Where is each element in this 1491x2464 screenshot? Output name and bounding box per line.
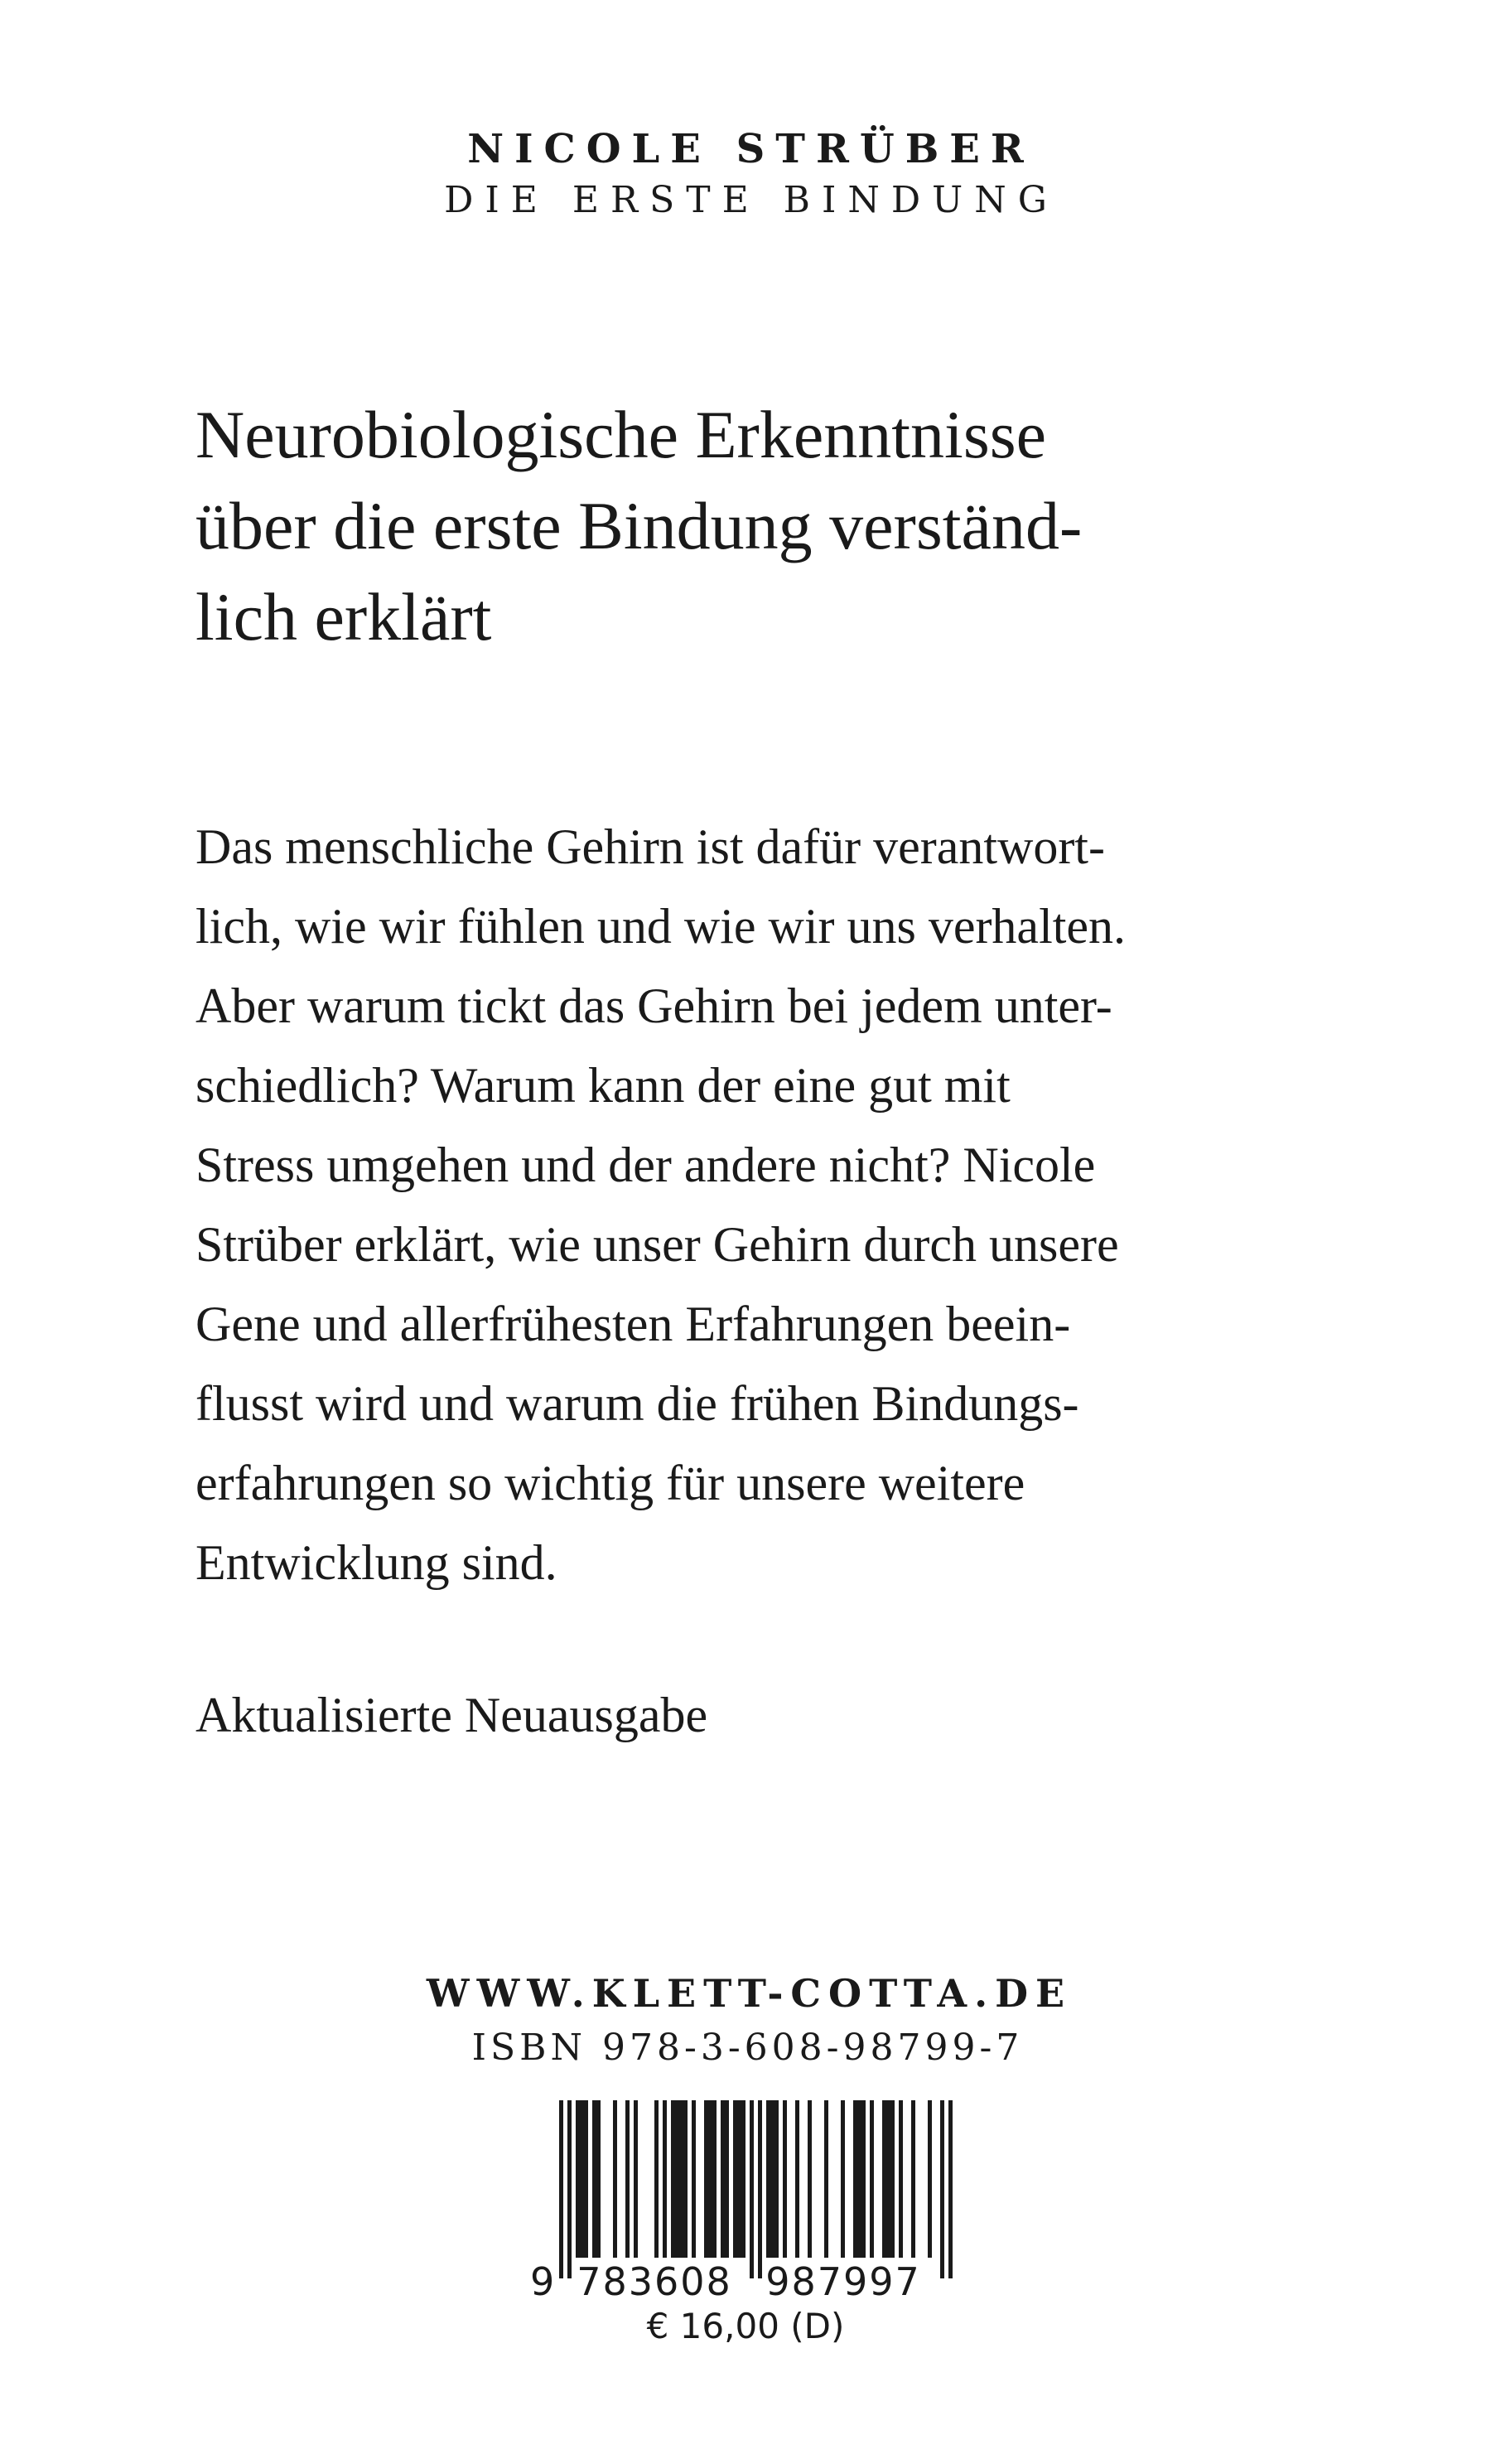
barcode-bar xyxy=(928,2100,932,2258)
edition-note: Aktualisierte Neuausgabe xyxy=(195,1688,708,1742)
barcode-bar xyxy=(808,2100,812,2258)
price-tag: € 16,00 (D) xyxy=(646,2306,845,2346)
blurb-line: flusst wird und warum die frühen Bindungs- xyxy=(195,1376,1079,1431)
barcode-bar xyxy=(663,2100,667,2258)
author-name: NICOLE STRÜBER xyxy=(467,126,1035,172)
barcode-bar xyxy=(853,2100,866,2258)
barcode-bar xyxy=(671,2100,688,2258)
barcode-bar xyxy=(766,2100,779,2258)
book-title: DIE ERSTE BINDUNG xyxy=(444,179,1059,221)
barcode-bar xyxy=(721,2100,729,2258)
barcode-bar xyxy=(654,2100,659,2258)
blurb-line: Stress umgehen und der andere nicht? Nicole xyxy=(195,1138,1096,1192)
barcode-bar xyxy=(634,2100,638,2258)
blurb-line: Das menschliche Gehirn ist dafür verantwort- xyxy=(195,819,1105,874)
barcode-graphic xyxy=(522,2096,986,2303)
isbn-number: ISBN 978-3-608-98799-7 xyxy=(471,2027,1024,2069)
barcode-bar xyxy=(576,2100,588,2258)
barcode-bar xyxy=(625,2100,630,2258)
blurb-line: Entwicklung sind. xyxy=(195,1535,557,1590)
barcode-bar xyxy=(613,2100,617,2258)
blurb-line: Gene und allerfrühesten Erfahrungen beein- xyxy=(195,1297,1071,1351)
blurb-line: Aber warum tickt das Gehirn bei jedem unter- xyxy=(195,978,1112,1033)
publisher-footer xyxy=(0,1969,1491,2073)
cover-header xyxy=(0,124,1491,225)
barcode-bar xyxy=(795,2100,799,2258)
barcode-left-digits: 783608 xyxy=(577,2259,732,2303)
blurb-text xyxy=(195,807,1397,1602)
barcode-guard-bar xyxy=(948,2100,953,2278)
headline-line: lich erklärt xyxy=(195,579,492,655)
barcode-bar xyxy=(870,2100,874,2258)
barcode-lead-digit: 9 xyxy=(530,2259,555,2303)
barcode-bar xyxy=(783,2100,787,2258)
barcode-guard-bar xyxy=(559,2100,563,2278)
barcode-bars xyxy=(559,2100,953,2278)
barcode-bar xyxy=(824,2100,828,2258)
barcode-bar xyxy=(704,2100,717,2258)
barcode-bar xyxy=(841,2100,845,2258)
blurb-line: Strüber erklärt, wie unser Gehirn durch unsere xyxy=(195,1217,1119,1272)
barcode-bar xyxy=(592,2100,601,2258)
barcode-bar xyxy=(692,2100,696,2258)
barcode-bar xyxy=(899,2100,903,2258)
barcode xyxy=(522,2096,986,2303)
publisher-website: WWW.KLETT-COTTA.DE xyxy=(426,1971,1073,2016)
headline-line: über die erste Bindung verständ- xyxy=(195,488,1083,563)
barcode-bar xyxy=(733,2100,746,2258)
barcode-guard-bar xyxy=(940,2100,944,2278)
barcode-guard-bar xyxy=(567,2100,572,2278)
blurb-line: lich, wie wir fühlen und wie wir uns verhalten. xyxy=(195,899,1127,954)
headline xyxy=(195,389,1397,663)
barcode-right-digits: 987997 xyxy=(765,2259,921,2303)
barcode-bar xyxy=(911,2100,915,2258)
blurb-line: erfahrungen so wichtig für unsere weitere xyxy=(195,1456,1025,1510)
barcode-bar xyxy=(882,2100,895,2258)
headline-line: Neurobiologische Erkenntnisse xyxy=(195,397,1047,472)
blurb-line: schiedlich? Warum kann der eine gut mit xyxy=(195,1058,1011,1113)
barcode-guard-bar xyxy=(750,2100,754,2278)
barcode-guard-bar xyxy=(758,2100,762,2278)
